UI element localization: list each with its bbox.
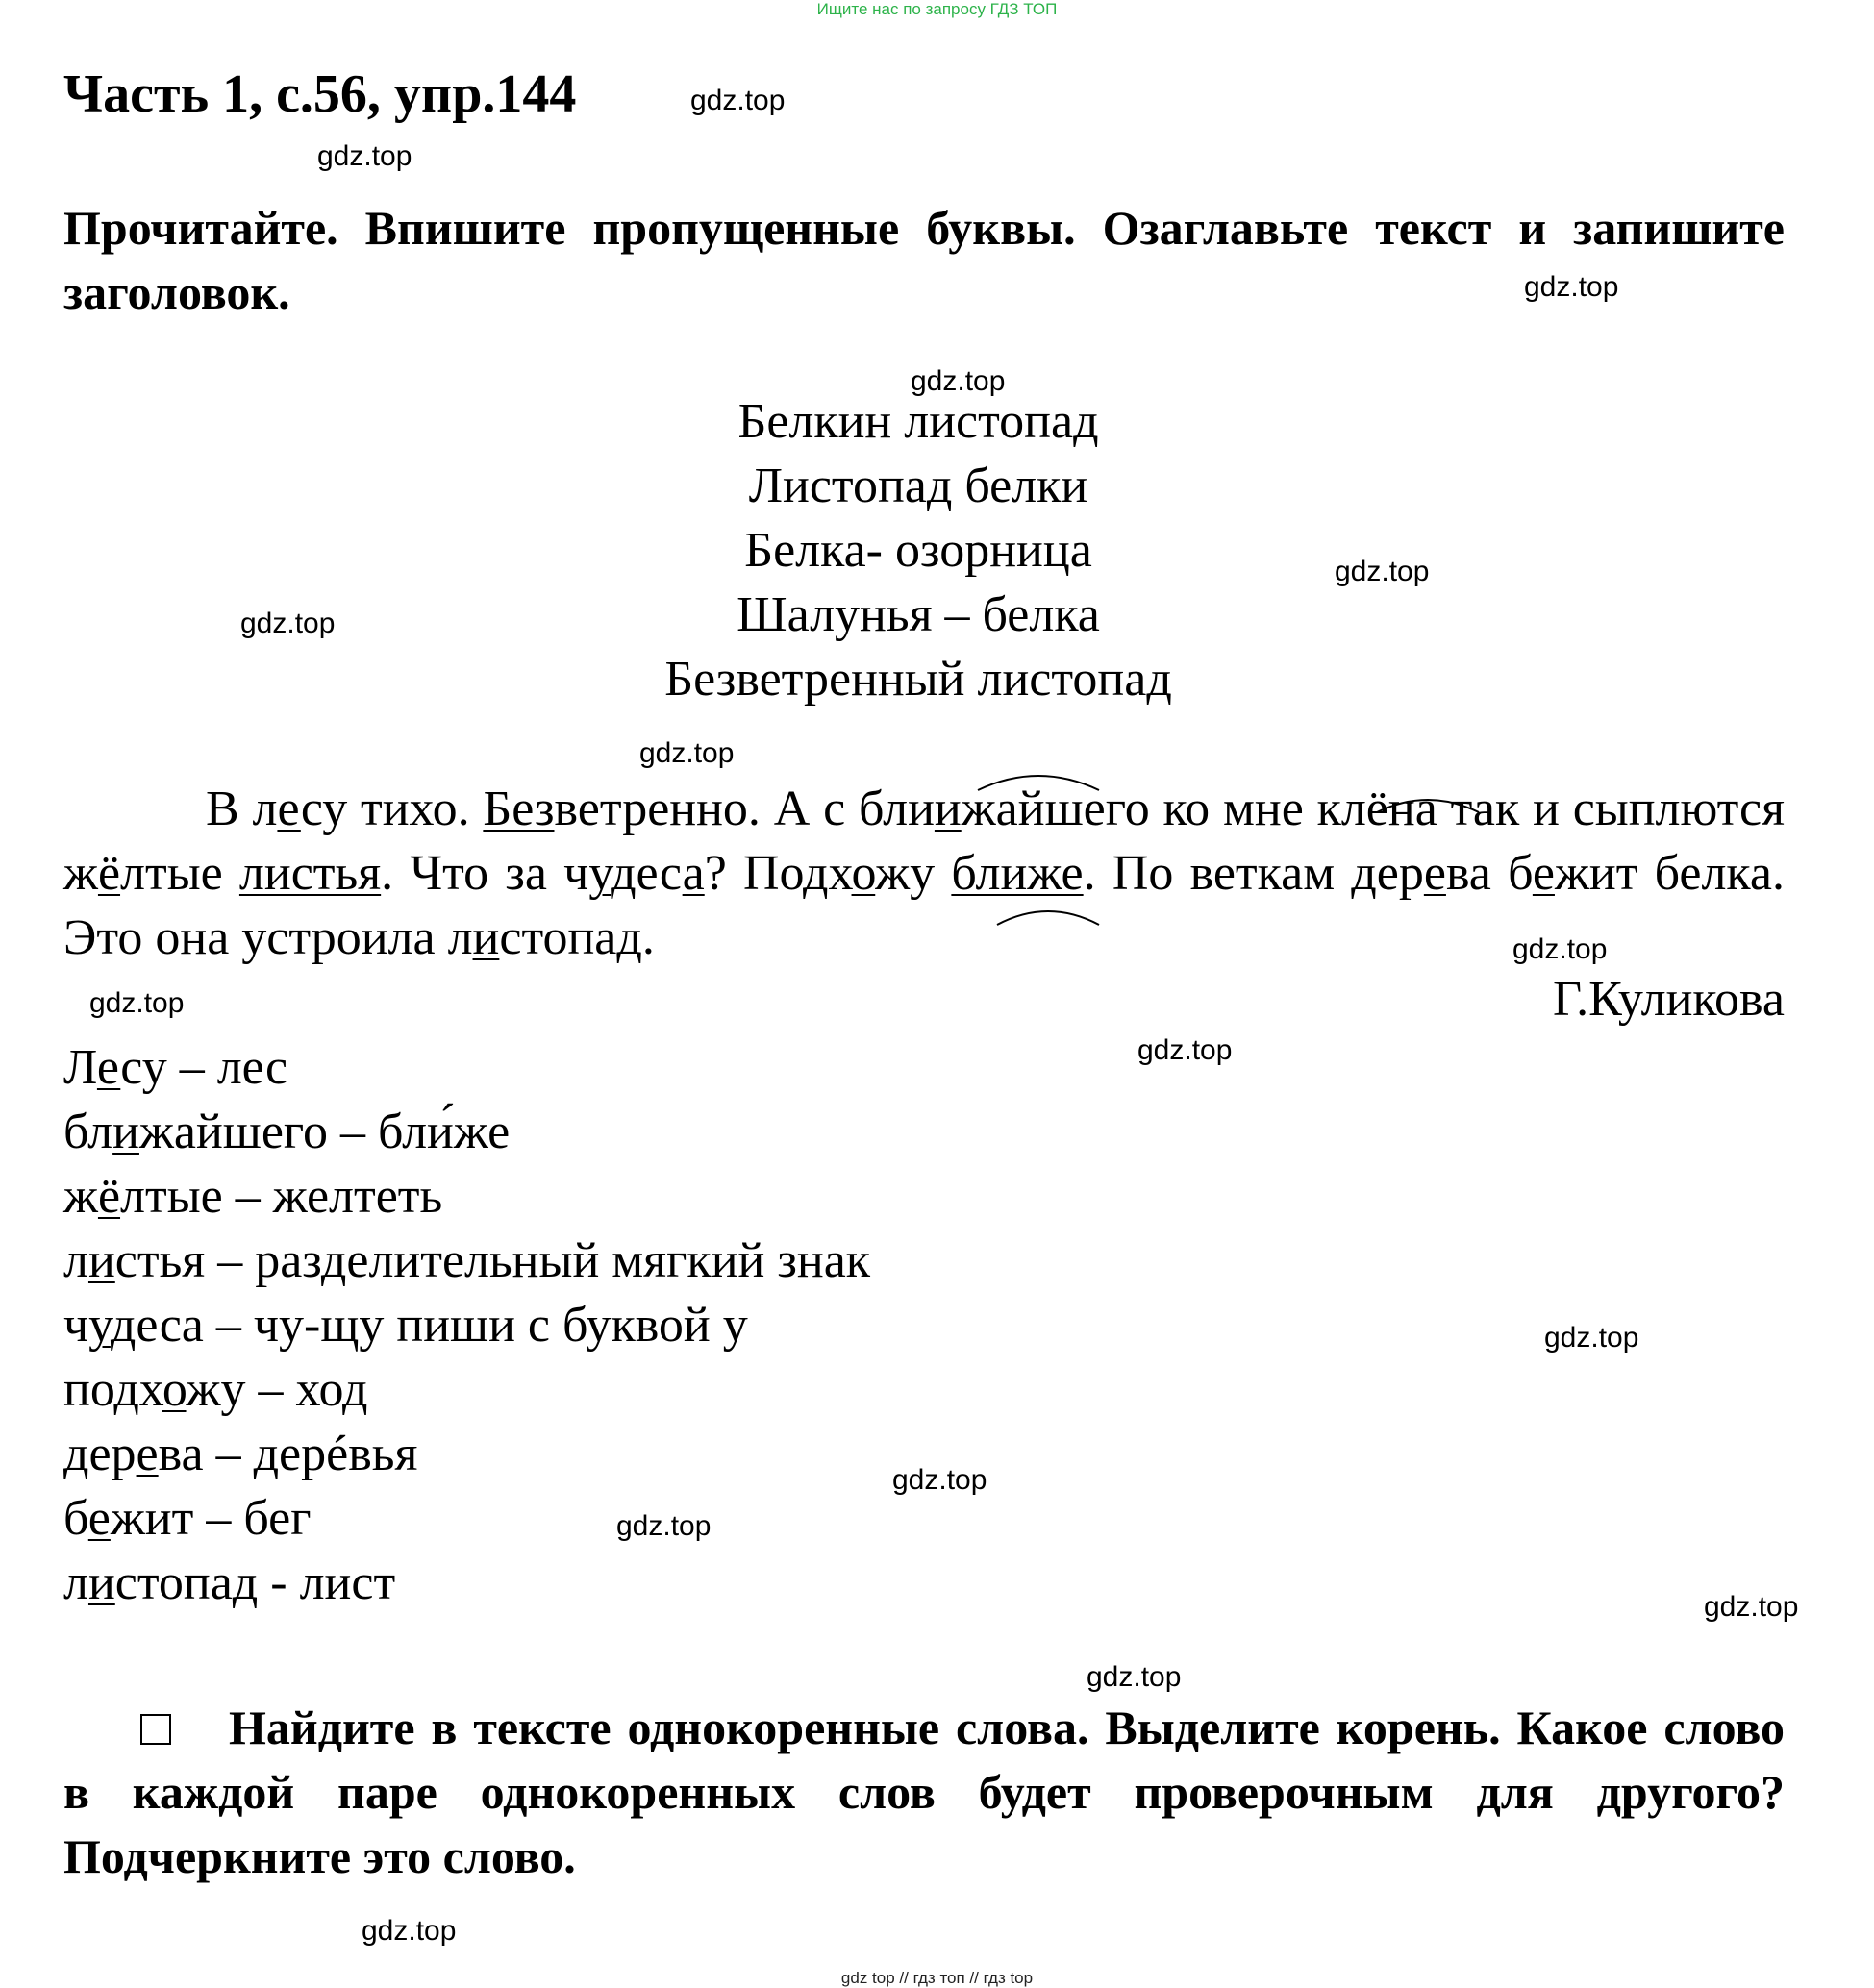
word-row: жёлтые – желтеть	[63, 1169, 443, 1224]
title-options	[558, 389, 1279, 711]
root-arc	[995, 904, 1101, 927]
watermark: gdz.top	[616, 1510, 712, 1542]
watermark: gdz.top	[1137, 1034, 1233, 1066]
title-option: Белкин листопад	[737, 394, 1099, 449]
watermark: gdz.top	[1544, 1322, 1639, 1354]
word-row: листопад - лист	[63, 1555, 396, 1610]
watermark: gdz.top	[639, 737, 735, 769]
watermark: gdz.top	[1087, 1661, 1182, 1693]
title-option: Шалунья – белка	[737, 587, 1100, 642]
word-row: дерева – дерéвья	[63, 1427, 418, 1481]
watermark: gdz.top	[1512, 933, 1608, 965]
title-option: Листопад белки	[748, 459, 1088, 513]
title-option: Белка- озорница	[744, 523, 1092, 578]
word-row: Лесу – лес	[63, 1040, 288, 1095]
watermark: gdz.top	[911, 365, 1006, 397]
word-row: чудесa – чу-щу пиши с буквой у	[63, 1298, 748, 1353]
word-row: листья – разделительный мягкий знак	[63, 1233, 871, 1288]
story-paragraph: В лесу тихо. Безветренно. А с блиижайшего ко мне клёна так и сыплются жёлтые листья. Что за чудеса? Подхожу ближе. По веткам дерева бежит белка. Это она устроила листопад.	[63, 782, 1786, 965]
watermark: gdz.top	[1335, 556, 1430, 587]
watermark: gdz.top	[240, 608, 336, 639]
title-option: Безветренный листопад	[664, 652, 1172, 707]
task-instruction-2: Найдите в тексте однокоренные слова. Выделите корень. Какое слово в каждой паре однокоренных слов будет проверочным для другого? Подчеркните это слово.	[63, 1701, 1785, 1883]
word-list	[63, 1035, 870, 1615]
checkbox-icon	[140, 1714, 171, 1745]
task-instruction: Прочитайте. Впишите пропущенные буквы. Озаглавьте текст и запишите заголовок.	[63, 201, 1785, 319]
watermark: gdz.top	[892, 1464, 987, 1496]
root-arc	[1375, 791, 1481, 814]
word-row: ближайшего – бли́же	[63, 1105, 511, 1159]
watermark: gdz.top	[1524, 271, 1619, 303]
author: Г.Куликова	[1552, 972, 1785, 1027]
watermark: gdz.top	[690, 85, 786, 116]
top-note: Ищите нас по запросу ГДЗ ТОП	[816, 0, 1058, 18]
bottom-note: gdz top // гдз топ // гдз top	[840, 1969, 1034, 1987]
watermark: gdz.top	[1704, 1591, 1799, 1623]
root-arc	[976, 769, 1101, 792]
page-heading: Часть 1, с.56, упр.144	[63, 64, 577, 124]
watermark: gdz.top	[89, 987, 185, 1019]
watermark: gdz.top	[362, 1915, 457, 1947]
watermark: gdz.top	[317, 140, 412, 172]
word-row: бежит – бег	[63, 1491, 312, 1546]
word-row: подхожу – ход	[63, 1362, 368, 1417]
